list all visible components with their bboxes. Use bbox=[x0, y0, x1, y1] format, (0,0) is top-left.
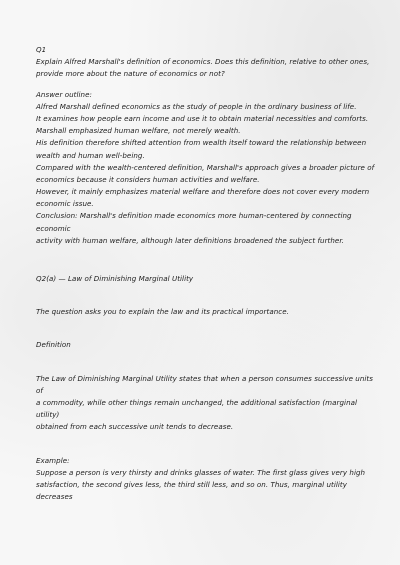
spacer bbox=[36, 247, 376, 273]
outline-line: economics because it considers human activities and welfare. bbox=[36, 174, 260, 184]
definition-line: a commodity, while other things remain unchanged, the additional satisfaction (marginal utility) bbox=[36, 397, 358, 420]
outline-line: activity with human welfare, although later definitions broadened the subject further. bbox=[36, 235, 344, 245]
q2a-intro: The question asks you to explain the law and its practical importance. bbox=[36, 307, 289, 317]
answer-outline-label: Answer outline: bbox=[36, 89, 92, 99]
example-label: Example: bbox=[36, 455, 70, 465]
outline-line: Marshall emphasized human welfare, not merely wealth. bbox=[36, 126, 241, 136]
spacer bbox=[36, 81, 376, 89]
spacer bbox=[36, 434, 376, 455]
outline-line: His definition therefore shifted attention from wealth itself toward the relationship between bbox=[36, 138, 367, 148]
spacer bbox=[36, 285, 376, 306]
spacer bbox=[36, 352, 376, 373]
example-line: satisfaction, the second gives less, the third still less, and so on. Thus, marginal utility decreases bbox=[36, 479, 347, 502]
outline-line: economic issue. bbox=[36, 199, 94, 209]
example-line: Suppose a person is very thirsty and drinks glasses of water. The first glass gives very high bbox=[36, 467, 366, 477]
outline-line: Conclusion: Marshall's definition made economics more human-centered by connecting economic bbox=[36, 211, 352, 233]
outline-line: Alfred Marshall defined economics as the study of people in the ordinary business of life. bbox=[36, 101, 357, 111]
q1-heading: Q1 bbox=[36, 45, 47, 54]
q1-question-line-2: provide more about the nature of economics or not? bbox=[36, 69, 225, 79]
document-body bbox=[36, 44, 376, 503]
definition-line: obtained from each successive unit tends to decrease. bbox=[36, 422, 234, 432]
q1-question-line-1: Explain Alfred Marshall's definition of economics. Does this definition, relative to other ones, bbox=[36, 57, 370, 67]
outline-line: Compared with the wealth-centered definition, Marshall's approach gives a broader picture of bbox=[36, 162, 375, 172]
spacer bbox=[36, 318, 376, 339]
definition-line: The Law of Diminishing Marginal Utility states that when a person consumes successive units of bbox=[36, 373, 373, 395]
definition-label: Definition bbox=[36, 340, 71, 350]
outline-line: It examines how people earn income and use it to obtain material necessities and comforts. bbox=[36, 113, 369, 123]
outline-line: wealth and human well-being. bbox=[36, 150, 145, 160]
q2a-heading: Q2(a) — Law of Diminishing Marginal Utility bbox=[36, 274, 194, 283]
outline-line: However, it mainly emphasizes material welfare and therefore does not cover every modern bbox=[36, 187, 370, 197]
